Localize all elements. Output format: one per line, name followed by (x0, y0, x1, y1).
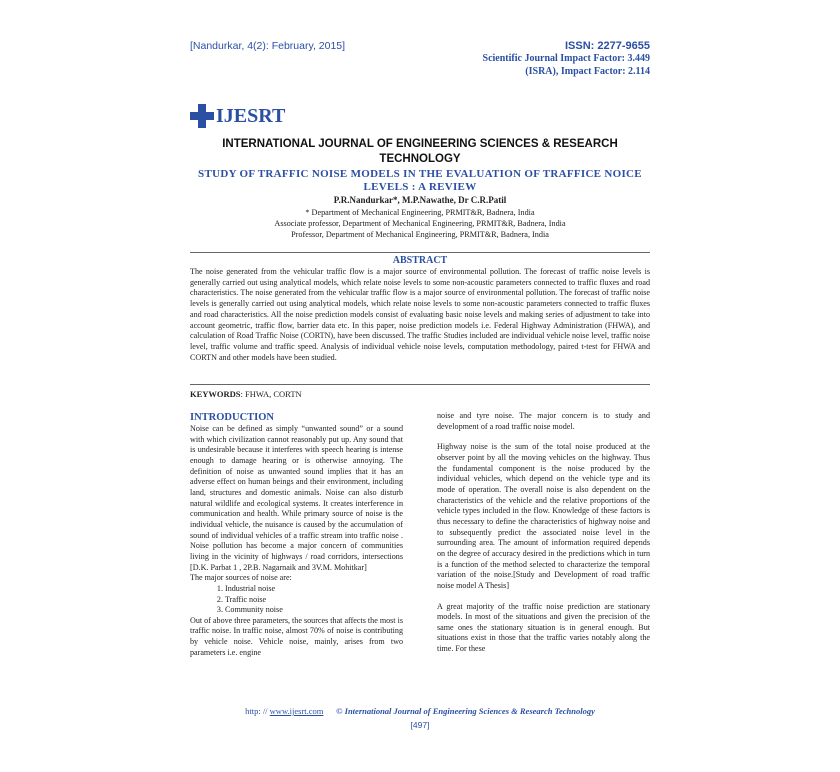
keywords (190, 389, 302, 399)
affiliations (190, 207, 650, 240)
footer-http: http: // (245, 706, 268, 716)
authors: P.R.Nandurkar*, M.P.Nawathe, Dr C.R.Patil (333, 195, 507, 205)
list-item: 3. Community noise (225, 605, 403, 616)
divider-top (190, 252, 650, 253)
journal-logo (190, 104, 285, 128)
noise-sources-list (190, 584, 403, 616)
intro-paragraph-1: Noise can be defined as simply “unwanted sound” or a sound with which civilization cannot reasonably put up. Any sound that is undesirable because it interferes with speech hearing is intense enough to damage hearing or is otherwise annoying. The definition of noise as unwanted sound implies that it has an adverse effect on human beings and their environment, including land, structures and domestic animals. Noise can also disturb natural wildlife and ecological systems. It creates interference in communication and health. While primary source of noise is the individual vehicle, the nuisance is caused by the accumulation of sound of individual vehicles of a traffic stream into traffic noise . Noise pollution has become a major concern of communities living in the vicinity of highways / road corridors, intersections [D.K. Parbat 1 , 2P.B. Nagarnaik and 3V.M. Mohitkar] (190, 424, 403, 572)
footer (190, 706, 650, 716)
issn: ISSN: 2277-9655 (565, 40, 650, 52)
keywords-value: : FHWA, CORTN (240, 389, 302, 399)
footer-url-link[interactable]: www.ijesrt.com (269, 706, 324, 716)
journal-name-line2: TECHNOLOGY (379, 153, 461, 165)
journal-name (190, 137, 650, 167)
paper-title-line1: STUDY OF TRAFFIC NOISE MODELS IN THE EVALUATION OF TRAFFICE NOICE (198, 168, 642, 180)
list-item: 2. Traffic noise (225, 595, 403, 606)
plus-cross-icon (190, 104, 214, 128)
journal-name-line1: INTERNATIONAL JOURNAL OF ENGINEERING SCIENCES & RESEARCH (222, 138, 618, 150)
paper-title (190, 168, 650, 194)
col2-paragraph-1: noise and tyre noise. The major concern is to study and development of a road traffic noise model. (437, 411, 650, 431)
keywords-label: KEYWORDS (190, 389, 241, 399)
affiliation-2: Associate professor, Department of Mechanical Engineering, PRMIT&R, Badnera, India (274, 219, 566, 228)
paper-title-line2: LEVELS : A REVIEW (363, 181, 477, 193)
affiliation-1: * Department of Mechanical Engineering, PRMIT&R, Badnera, India (305, 208, 535, 217)
impact-factor-2: (ISRA), Impact Factor: 2.114 (525, 66, 650, 77)
col2-paragraph-2: Highway noise is the sum of the total noise produced at the observer point by all the moving vehicles on the highway. Thus the fundamental component is the noise produced by the individual vehicles, which depend on the vehicle type and its mode of operation. The overall noise is also dependent on the characteristics of the vehicle and the relative proportions of the vehicle types included in the flow. Knowledge of these factors is thus necessary to define the characteristics of highway noise and to subsequently predict the associated noise level in the surrounding area. The amount of information required depends on the degree of accuracy desired in the predictions which in turn is a function of the method selected to characterize the temporal variation of the noise.[Study and Development of road traffic noise model A Thesis] (437, 442, 650, 590)
introduction-heading: INTRODUCTION (190, 412, 275, 423)
column-left (190, 411, 403, 658)
intro-paragraph-2: The major sources of noise are: (190, 573, 292, 583)
divider-bottom (190, 384, 650, 385)
issn-block (483, 40, 650, 78)
page-number: [497] (410, 720, 430, 730)
logo-text: IJESRT (216, 104, 286, 127)
footer-copyright: © International Journal of Engineering Sciences & Research Technology (336, 706, 595, 716)
impact-factor-1: Scientific Journal Impact Factor: 3.449 (482, 53, 650, 64)
intro-paragraph-3: Out of above three parameters, the sources that affects the most is traffic noise. In traffic noise, almost 70% of noise is contributing by vehicle noise. Vehicle noise, mainly, arises from two parameters i.e. engine (190, 615, 403, 657)
citation-header: [Nandurkar, 4(2): February, 2015] (190, 40, 346, 52)
list-item: 1. Industrial noise (225, 584, 403, 595)
abstract-text: The noise generated from the vehicular traffic flow is a major source of environmental pollution. The forecast of traffic noise levels is generally carried out using analytical models, which relate noise levels to some non-acoustic parameters connected to traffic fluxes and road characteristics. The noise generated from the vehicular traffic flow is a major source of environmental pollution. The forecast of traffic noise levels is generally carried out using analytical models, which relate noise levels to some non-acoustic parameters connected to traffic fluxes and road characteristics. All the noise prediction models consist of evaluating basic noise levels and making series of adjustment to take into account geometric, traffic flow, barrier data etc. In this paper, noise prediction models i.e. Federal Highway Administration (FHWA), and calculation of Road Traffic Noise (CORTN), have been discussed. The traffic Studies included are individual vehicle noise level, traffic noise level, traffic volume and traffic speed. Analysis of individual vehicle noise levels, computation methodology, paired t-test for FHWA and CORTN and other models have been studied. (190, 267, 650, 362)
abstract-heading: ABSTRACT (392, 255, 448, 266)
affiliation-3: Professor, Department of Mechanical Engineering, PRMIT&R, Badnera, India (291, 230, 549, 239)
column-right (437, 411, 650, 655)
col2-paragraph-3: A great majority of the traffic noise prediction are stationary models. In most of the situations and given the precision of the same ones the stationary situation is in general enough. But situations exist in those that the traffic varies notably along the time. For these (437, 601, 650, 654)
